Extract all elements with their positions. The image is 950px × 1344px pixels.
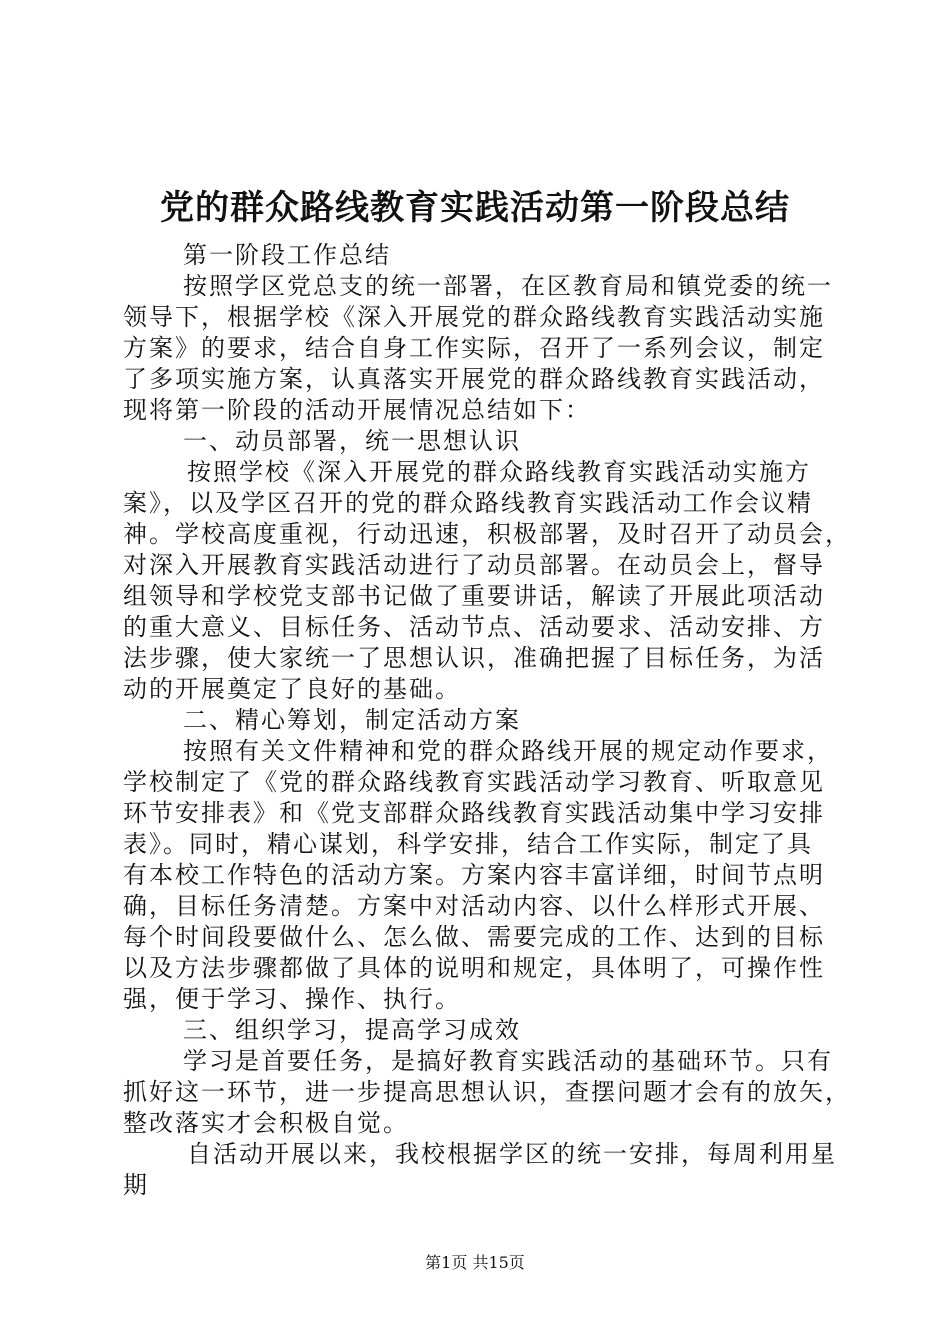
section-heading: 第一阶段工作总结 (183, 241, 391, 269)
paragraph-line: 学校制定了《党的群众路线教育实践活动学习教育、听取意见 (123, 768, 825, 796)
paragraph-line: 期 (123, 1171, 149, 1199)
paragraph-line: 有本校工作特色的活动方案。方案内容丰富详细，时间节点明 (123, 861, 825, 889)
paragraph-line: 法步骤，使大家统一了思想认识，准确把握了目标任务，为活 (123, 644, 825, 672)
document-title: 党的群众路线教育实践活动第一阶段总结 (160, 188, 790, 228)
section-heading: 二、精心筹划，制定活动方案 (183, 706, 521, 734)
section-heading: 三、组织学习，提高学习成效 (183, 1016, 521, 1044)
paragraph-line: 了多项实施方案，认真落实开展党的群众路线教育实践活动， (123, 365, 825, 393)
section-heading: 一、动员部署，统一思想认识 (183, 427, 521, 455)
paragraph-line: 按照学校《深入开展党的群众路线教育实践活动实施方 (187, 458, 811, 486)
paragraph-line: 领导下，根据学校《深入开展党的群众路线教育实践活动实施 (123, 303, 825, 331)
paragraph-line: 表》。同时，精心谋划，科学安排，结合工作实际，制定了具 (123, 830, 813, 858)
paragraph-line: 以及方法步骤都做了具体的说明和规定，具体明了，可操作性 (123, 954, 825, 982)
paragraph-line: 学习是首要任务，是搞好教育实践活动的基础环节。只有 (183, 1047, 833, 1075)
paragraph-line: 每个时间段要做什么、怎么做、需要完成的工作、达到的目标 (123, 923, 825, 951)
paragraph-line: 强，便于学习、操作、执行。 (123, 985, 461, 1013)
paragraph-line: 整改落实才会积极自觉。 (123, 1109, 409, 1137)
paragraph-line: 动的开展奠定了良好的基础。 (123, 675, 461, 703)
paragraph-line: 神。学校高度重视，行动迅速，积极部署，及时召开了动员会， (123, 520, 851, 548)
paragraph-line: 抓好这一环节，进一步提高思想认识，查摆问题才会有的放矢， (123, 1078, 851, 1106)
paragraph-line: 对深入开展教育实践活动进行了动员部署。在动员会上，督导 (123, 551, 825, 579)
paragraph-line: 确，目标任务清楚。方案中对活动内容、以什么样形式开展、 (123, 892, 825, 920)
page-footer: 第1页 共15页 (425, 1253, 525, 1272)
paragraph-line: 案》，以及学区召开的党的群众路线教育实践活动工作会议精 (123, 489, 813, 517)
paragraph-line: 组领导和学校党支部书记做了重要讲话，解读了开展此项活动 (123, 582, 825, 610)
paragraph-line: 的重大意义、目标任务、活动节点、活动要求、活动安排、方 (123, 613, 825, 641)
paragraph-line: 自活动开展以来，我校根据学区的统一安排，每周利用星 (187, 1140, 837, 1168)
paragraph-line: 方案》的要求，结合自身工作实际，召开了一系列会议，制定 (123, 334, 825, 362)
paragraph-line: 现将第一阶段的活动开展情况总结如下： (123, 396, 591, 424)
paragraph-line: 环节安排表》和《党支部群众路线教育实践活动集中学习安排 (123, 799, 825, 827)
paragraph-line: 按照学区党总支的统一部署，在区教育局和镇党委的统一 (183, 272, 833, 300)
document-body (123, 240, 851, 1201)
paragraph-line: 按照有关文件精神和党的群众路线开展的规定动作要求， (183, 737, 833, 765)
